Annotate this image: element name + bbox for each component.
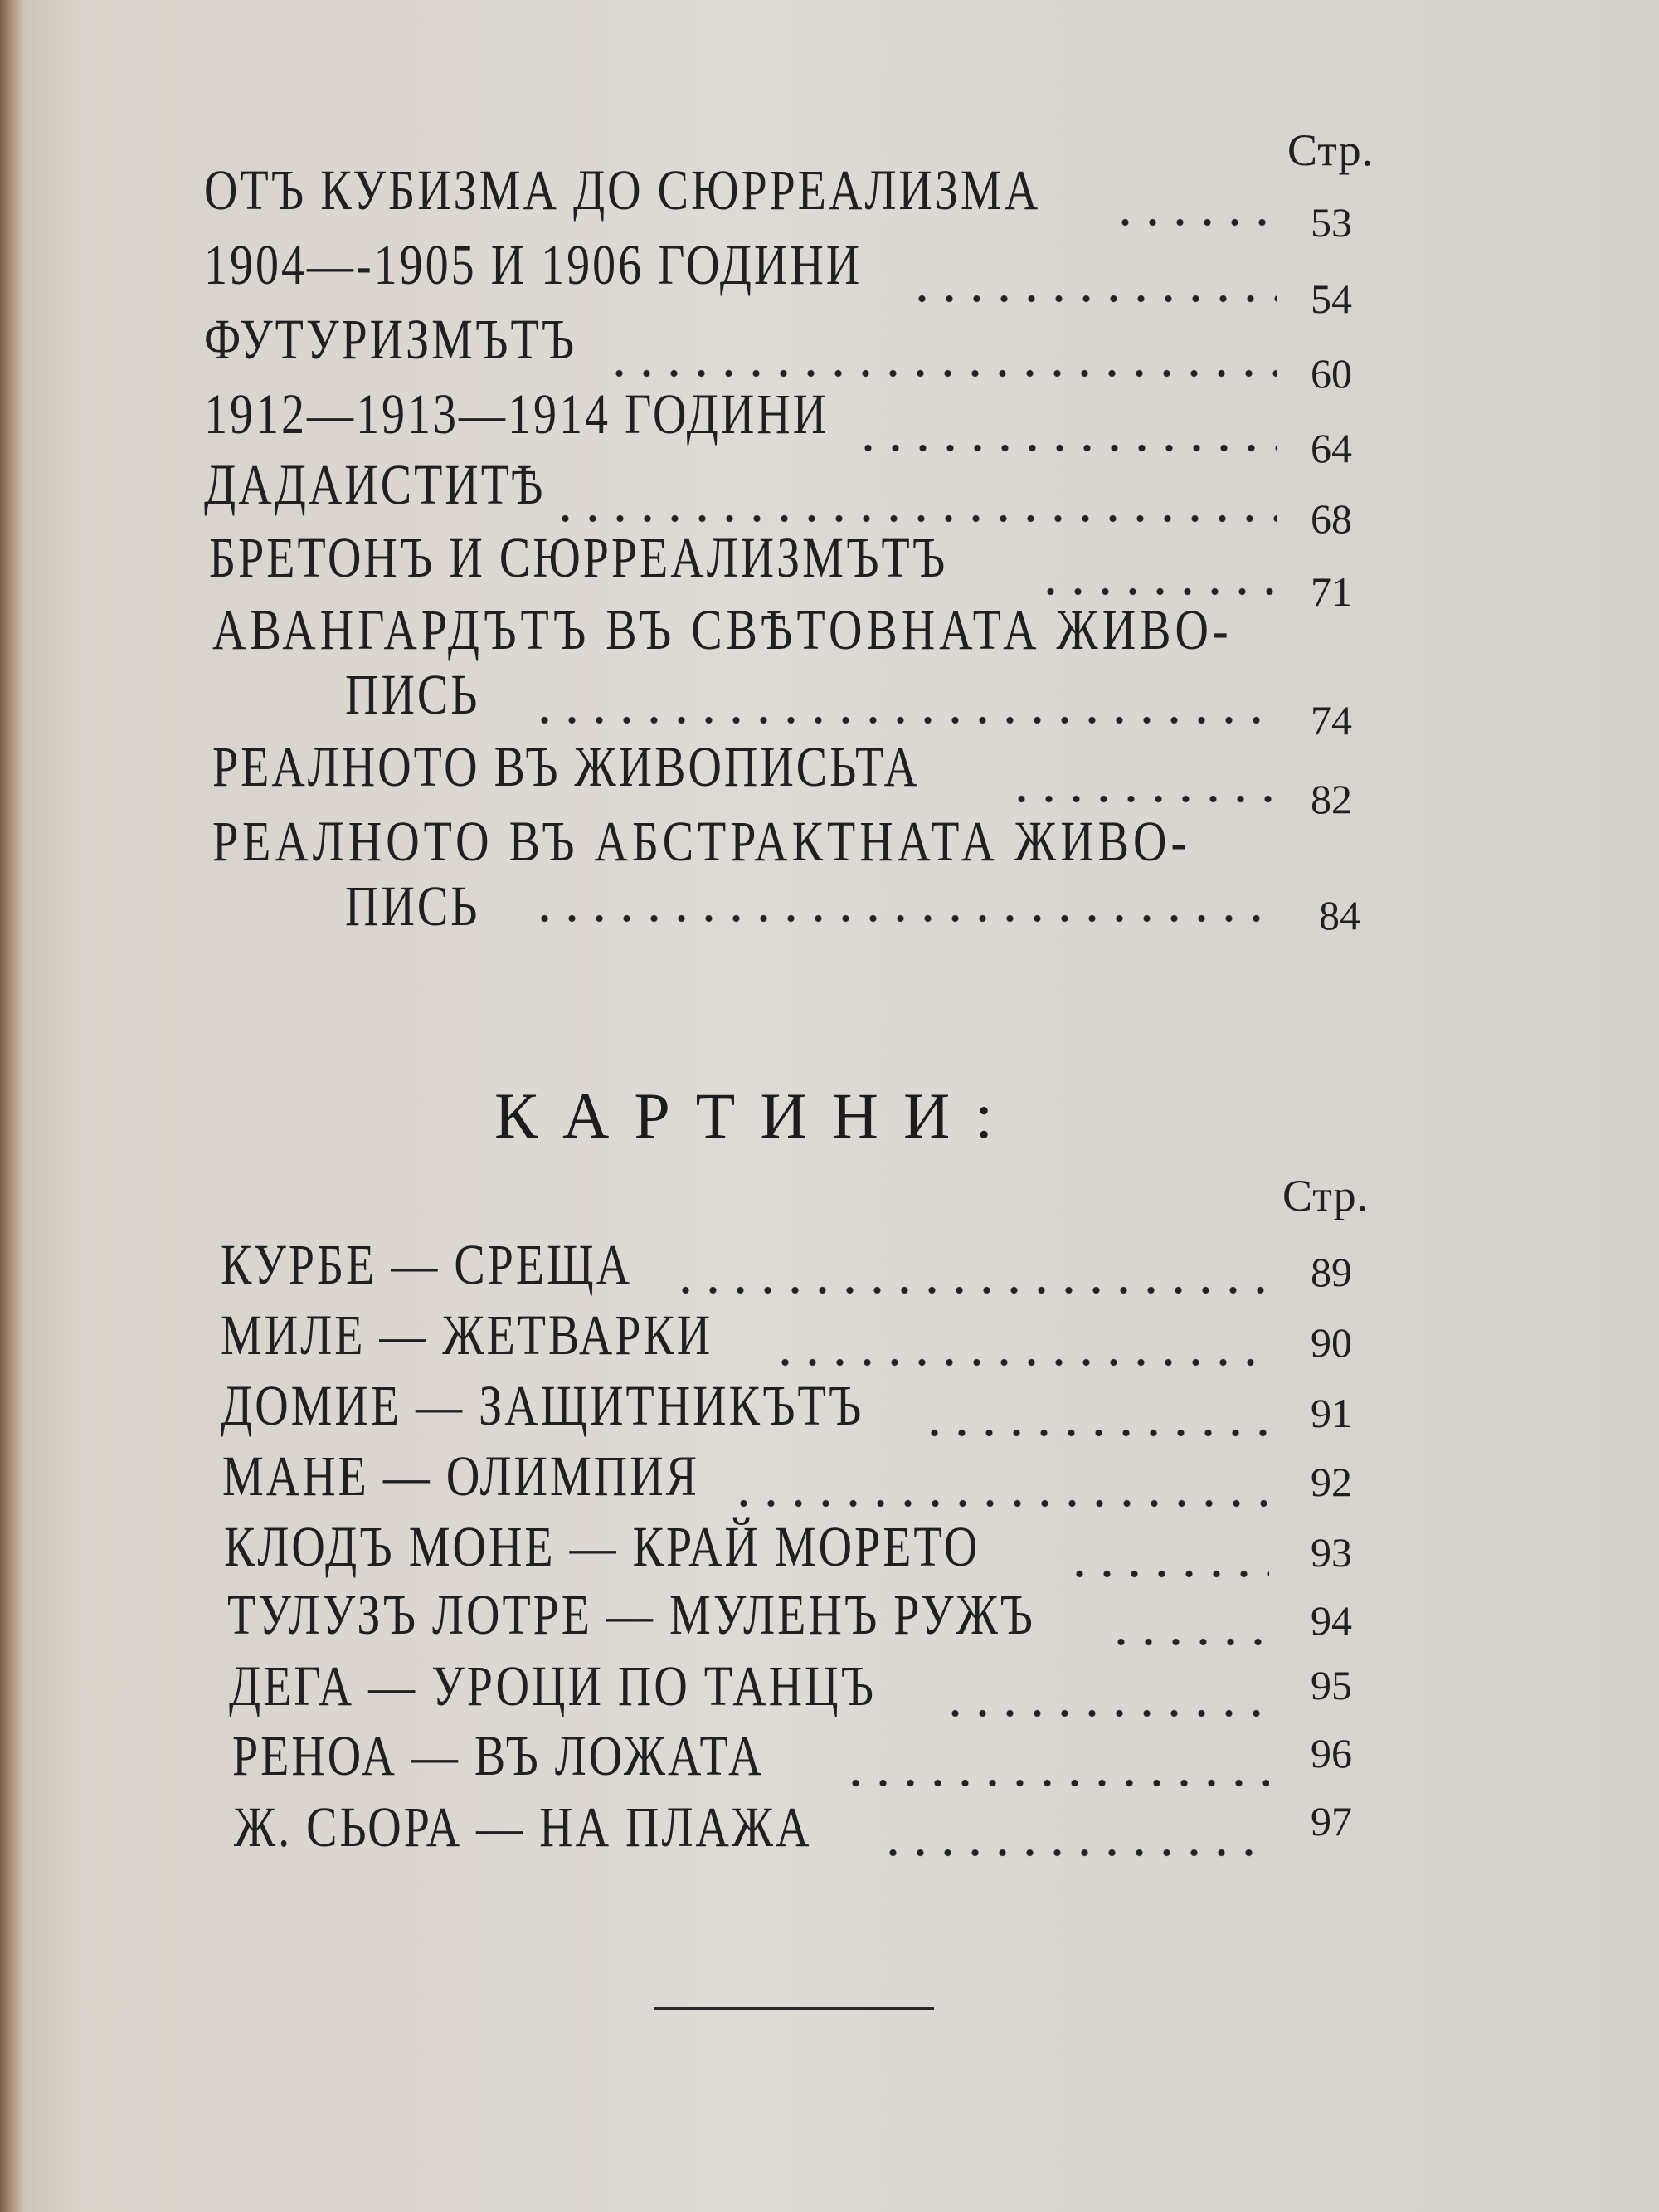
entry-title: РЕАЛНОТО ВЪ АБСТРАКТНАТА ЖИВО- — [212, 811, 1191, 874]
entry-page: 95 — [1311, 1662, 1352, 1708]
leader-dots — [531, 716, 1277, 724]
entry-page: 74 — [1311, 697, 1352, 743]
contents-page-header: Стр. — [1287, 125, 1374, 175]
entry-title: Ж. СЬОРА — НА ПЛАЖА — [234, 1796, 812, 1859]
leader-dots — [879, 1849, 1269, 1857]
entry-page: 84 — [1319, 892, 1360, 938]
leader-dots — [1107, 1638, 1269, 1646]
entry-title-continuation: ПИСЬ — [345, 664, 480, 727]
leader-dots — [921, 1429, 1269, 1437]
entry-page: 89 — [1311, 1249, 1352, 1295]
leader-dots — [908, 295, 1277, 303]
entry-title: ФУТУРИЗМЪТЪ — [204, 309, 577, 372]
entry-page: 93 — [1311, 1529, 1352, 1576]
entry-title: 1904—-1905 И 1906 ГОДИНИ — [204, 234, 863, 297]
entry-title: МИЛЕ — ЖЕТВАРКИ — [221, 1304, 713, 1367]
entry-page: 82 — [1311, 776, 1352, 822]
entry-title: ТУЛУЗЪ ЛОТРЕ — МУЛЕНЪ РУЖЪ — [227, 1584, 1035, 1647]
entry-title: КУРБЕ — СРЕЩА — [221, 1234, 633, 1297]
leader-dots — [771, 1358, 1269, 1367]
entry-page: 92 — [1311, 1459, 1352, 1505]
entry-page: 54 — [1311, 275, 1352, 322]
entry-title: 1912—1913—1914 ГОДИНИ — [204, 383, 830, 446]
entry-title: АВАНГАРДЪТЪ ВЪ СВѢТОВНАТА ЖИВО- — [212, 599, 1233, 662]
entry-title: КЛОДЪ МОНЕ — КРАЙ МОРЕТО — [224, 1516, 980, 1579]
entry-title: ДОМИЕ — ЗАЩИТНИКЪТЪ — [221, 1375, 864, 1438]
entry-page: 71 — [1311, 568, 1352, 615]
entry-page: 53 — [1311, 199, 1352, 246]
entry-title: РЕАЛНОТО ВЪ ЖИВОПИСЬТА — [212, 736, 920, 799]
leader-dots — [842, 1779, 1269, 1787]
leader-dots — [854, 444, 1277, 452]
leader-dots — [1066, 1570, 1269, 1578]
contents-entry — [0, 811, 1659, 954]
closing-rule — [654, 2007, 934, 2010]
entry-page: 94 — [1311, 1597, 1352, 1644]
leader-dots — [552, 514, 1277, 523]
entry-page: 68 — [1311, 495, 1352, 542]
leader-dots — [1112, 218, 1277, 227]
paintings-entry — [0, 1796, 1659, 1882]
leader-dots — [1008, 795, 1277, 803]
entry-page: 97 — [1311, 1798, 1352, 1844]
entry-title: ОТЪ КУБИЗМА ДО СЮРРЕАЛИЗМА — [204, 159, 1041, 222]
entry-title: МАНЕ — ОЛИМПИЯ — [222, 1445, 699, 1508]
entry-title-continuation: ПИСЬ — [345, 875, 480, 938]
paintings-page-header: Стр. — [1282, 1171, 1370, 1220]
leader-dots — [1037, 587, 1277, 596]
leader-dots — [672, 1286, 1269, 1294]
entry-title: ДАДАИСТИТѢ — [204, 454, 546, 517]
contents-entry — [0, 599, 1659, 743]
entry-title: БРЕТОНЪ И СЮРРЕАЛИЗМЪТЪ — [209, 527, 948, 590]
entry-page: 90 — [1311, 1319, 1352, 1366]
entry-page: 96 — [1311, 1730, 1352, 1776]
leader-dots — [531, 914, 1277, 923]
entry-page: 60 — [1311, 350, 1352, 397]
leader-dots — [606, 369, 1277, 378]
leader-dots — [941, 1709, 1269, 1717]
entry-page: 64 — [1311, 425, 1352, 471]
entry-title: РЕНОА — ВЪ ЛОЖАТА — [232, 1725, 765, 1788]
entry-page: 91 — [1311, 1390, 1352, 1436]
entry-title: ДЕГА — УРОЦИ ПО ТАНЦЪ — [229, 1655, 877, 1718]
leader-dots — [730, 1499, 1269, 1508]
paintings-heading: КАРТИНИ: — [494, 1079, 1018, 1152]
